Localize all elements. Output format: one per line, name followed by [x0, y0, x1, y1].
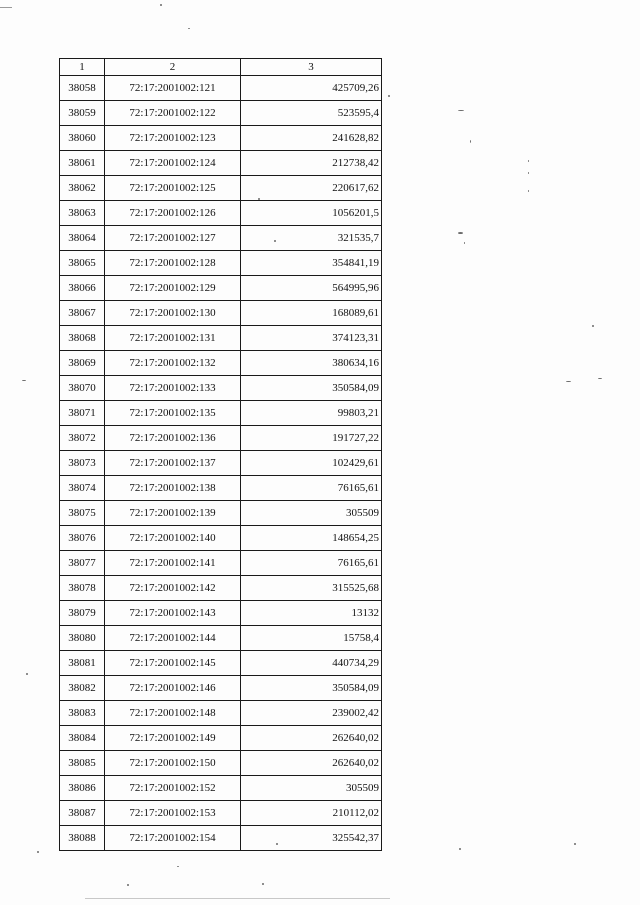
cadastral-number-cell: 72:17:2001002:129 [105, 276, 241, 301]
cadastral-number-cell: 72:17:2001002:142 [105, 576, 241, 601]
row-number-cell: 38084 [60, 726, 105, 751]
cadastral-number-cell: 72:17:2001002:139 [105, 501, 241, 526]
table-row [60, 251, 382, 276]
scan-speck [177, 866, 179, 867]
row-number-cell: 38060 [60, 126, 105, 151]
value-cell: 15758,4 [241, 626, 382, 651]
column-header-2: 2 [105, 59, 241, 76]
table-body [60, 76, 382, 851]
table-row [60, 651, 382, 676]
scan-speck [566, 381, 571, 382]
cadastral-number-cell: 72:17:2001002:152 [105, 776, 241, 801]
cadastral-number-cell: 72:17:2001002:148 [105, 701, 241, 726]
value-cell: 262640,02 [241, 726, 382, 751]
scan-speck [528, 190, 529, 192]
table-row [60, 576, 382, 601]
row-number-cell: 38066 [60, 276, 105, 301]
cadastral-number-cell: 72:17:2001002:137 [105, 451, 241, 476]
column-header-3: 3 [241, 59, 382, 76]
table-row [60, 401, 382, 426]
scan-speck [37, 851, 39, 853]
row-number-cell: 38073 [60, 451, 105, 476]
cadastral-number-cell: 72:17:2001002:128 [105, 251, 241, 276]
value-cell: 305509 [241, 776, 382, 801]
scan-speck [127, 884, 129, 886]
value-cell: 380634,16 [241, 351, 382, 376]
value-cell: 564995,96 [241, 276, 382, 301]
cadastral-number-cell: 72:17:2001002:124 [105, 151, 241, 176]
row-number-cell: 38065 [60, 251, 105, 276]
scan-speck [188, 28, 190, 29]
cadastral-number-cell: 72:17:2001002:150 [105, 751, 241, 776]
row-number-cell: 38059 [60, 101, 105, 126]
scan-speck [598, 378, 602, 379]
value-cell: 210112,02 [241, 801, 382, 826]
row-number-cell: 38078 [60, 576, 105, 601]
table-row [60, 376, 382, 401]
cadastral-number-cell: 72:17:2001002:144 [105, 626, 241, 651]
table-row [60, 276, 382, 301]
value-cell: 148654,25 [241, 526, 382, 551]
cadastral-number-cell: 72:17:2001002:149 [105, 726, 241, 751]
scan-speck [276, 843, 278, 845]
cadastral-number-cell: 72:17:2001002:121 [105, 76, 241, 101]
table-row [60, 426, 382, 451]
row-number-cell: 38067 [60, 301, 105, 326]
cadastral-number-cell: 72:17:2001002:126 [105, 201, 241, 226]
cadastral-number-cell: 72:17:2001002:141 [105, 551, 241, 576]
value-cell: 305509 [241, 501, 382, 526]
row-number-cell: 38064 [60, 226, 105, 251]
value-cell: 325542,37 [241, 826, 382, 851]
row-number-cell: 38069 [60, 351, 105, 376]
table-row [60, 601, 382, 626]
value-cell: 350584,09 [241, 676, 382, 701]
cadastral-number-cell: 72:17:2001002:132 [105, 351, 241, 376]
value-cell: 350584,09 [241, 376, 382, 401]
value-cell: 168089,61 [241, 301, 382, 326]
table-row [60, 326, 382, 351]
row-number-cell: 38079 [60, 601, 105, 626]
scan-speck [274, 240, 276, 242]
cadastral-number-cell: 72:17:2001002:130 [105, 301, 241, 326]
row-number-cell: 38081 [60, 651, 105, 676]
table-row [60, 776, 382, 801]
bottom-rule [85, 898, 390, 899]
value-cell: 321535,7 [241, 226, 382, 251]
table-row [60, 351, 382, 376]
row-number-cell: 38072 [60, 426, 105, 451]
row-number-cell: 38063 [60, 201, 105, 226]
cadastral-number-cell: 72:17:2001002:131 [105, 326, 241, 351]
table-row [60, 701, 382, 726]
value-cell: 1056201,5 [241, 201, 382, 226]
table-row [60, 201, 382, 226]
row-number-cell: 38087 [60, 801, 105, 826]
table-row [60, 526, 382, 551]
value-cell: 354841,19 [241, 251, 382, 276]
scan-speck [470, 140, 471, 143]
cadastral-number-cell: 72:17:2001002:145 [105, 651, 241, 676]
scan-speck [574, 843, 576, 845]
cadastral-number-cell: 72:17:2001002:140 [105, 526, 241, 551]
row-number-cell: 38070 [60, 376, 105, 401]
value-cell: 425709,26 [241, 76, 382, 101]
value-cell: 191727,22 [241, 426, 382, 451]
scan-speck [528, 172, 529, 174]
table-row [60, 626, 382, 651]
table-row [60, 501, 382, 526]
value-cell: 220617,62 [241, 176, 382, 201]
row-number-cell: 38080 [60, 626, 105, 651]
scan-speck [388, 95, 390, 97]
cadastral-number-cell: 72:17:2001002:136 [105, 426, 241, 451]
row-number-cell: 38071 [60, 401, 105, 426]
cadastral-number-cell: 72:17:2001002:127 [105, 226, 241, 251]
table-row [60, 101, 382, 126]
table-row [60, 126, 382, 151]
value-cell: 315525,68 [241, 576, 382, 601]
table-row [60, 451, 382, 476]
table-row [60, 676, 382, 701]
table-row [60, 551, 382, 576]
value-cell: 99803,21 [241, 401, 382, 426]
row-number-cell: 38058 [60, 76, 105, 101]
scan-speck [592, 325, 594, 327]
table-row [60, 801, 382, 826]
row-number-cell: 38083 [60, 701, 105, 726]
table-row [60, 476, 382, 501]
scan-speck [26, 673, 28, 675]
row-number-cell: 38061 [60, 151, 105, 176]
value-cell: 262640,02 [241, 751, 382, 776]
value-cell: 76165,61 [241, 551, 382, 576]
scan-speck [459, 848, 461, 850]
row-number-cell: 38082 [60, 676, 105, 701]
value-cell: 13132 [241, 601, 382, 626]
cadastral-number-cell: 72:17:2001002:143 [105, 601, 241, 626]
scan-edge-mark [0, 7, 12, 8]
value-cell: 212738,42 [241, 151, 382, 176]
table-row [60, 226, 382, 251]
row-number-cell: 38076 [60, 526, 105, 551]
table-row [60, 76, 382, 101]
scan-speck [258, 198, 260, 200]
row-number-cell: 38074 [60, 476, 105, 501]
cadastral-number-cell: 72:17:2001002:153 [105, 801, 241, 826]
value-cell: 102429,61 [241, 451, 382, 476]
row-number-cell: 38075 [60, 501, 105, 526]
value-cell: 241628,82 [241, 126, 382, 151]
row-number-cell: 38068 [60, 326, 105, 351]
scan-speck [458, 232, 463, 234]
table-row [60, 176, 382, 201]
row-number-cell: 38085 [60, 751, 105, 776]
row-number-cell: 38077 [60, 551, 105, 576]
scan-speck [458, 110, 464, 111]
table-row [60, 151, 382, 176]
scan-speck [464, 242, 465, 244]
table-row [60, 826, 382, 851]
value-cell: 76165,61 [241, 476, 382, 501]
cadastral-number-cell: 72:17:2001002:123 [105, 126, 241, 151]
scan-speck [22, 380, 26, 381]
row-number-cell: 38086 [60, 776, 105, 801]
row-number-cell: 38088 [60, 826, 105, 851]
value-cell: 239002,42 [241, 701, 382, 726]
cadastral-number-cell: 72:17:2001002:125 [105, 176, 241, 201]
value-cell: 523595,4 [241, 101, 382, 126]
scan-speck [528, 160, 529, 162]
cadastral-number-cell: 72:17:2001002:122 [105, 101, 241, 126]
cadastral-number-cell: 72:17:2001002:133 [105, 376, 241, 401]
table-row [60, 751, 382, 776]
scan-speck [262, 883, 264, 885]
cadastral-number-cell: 72:17:2001002:135 [105, 401, 241, 426]
cadastral-number-cell: 72:17:2001002:146 [105, 676, 241, 701]
cadastral-table [59, 58, 382, 851]
cadastral-number-cell: 72:17:2001002:154 [105, 826, 241, 851]
value-cell: 440734,29 [241, 651, 382, 676]
table-row [60, 301, 382, 326]
table-row [60, 726, 382, 751]
column-header-1: 1 [60, 59, 105, 76]
scan-speck [160, 4, 162, 6]
row-number-cell: 38062 [60, 176, 105, 201]
header-row [60, 59, 382, 76]
value-cell: 374123,31 [241, 326, 382, 351]
cadastral-number-cell: 72:17:2001002:138 [105, 476, 241, 501]
